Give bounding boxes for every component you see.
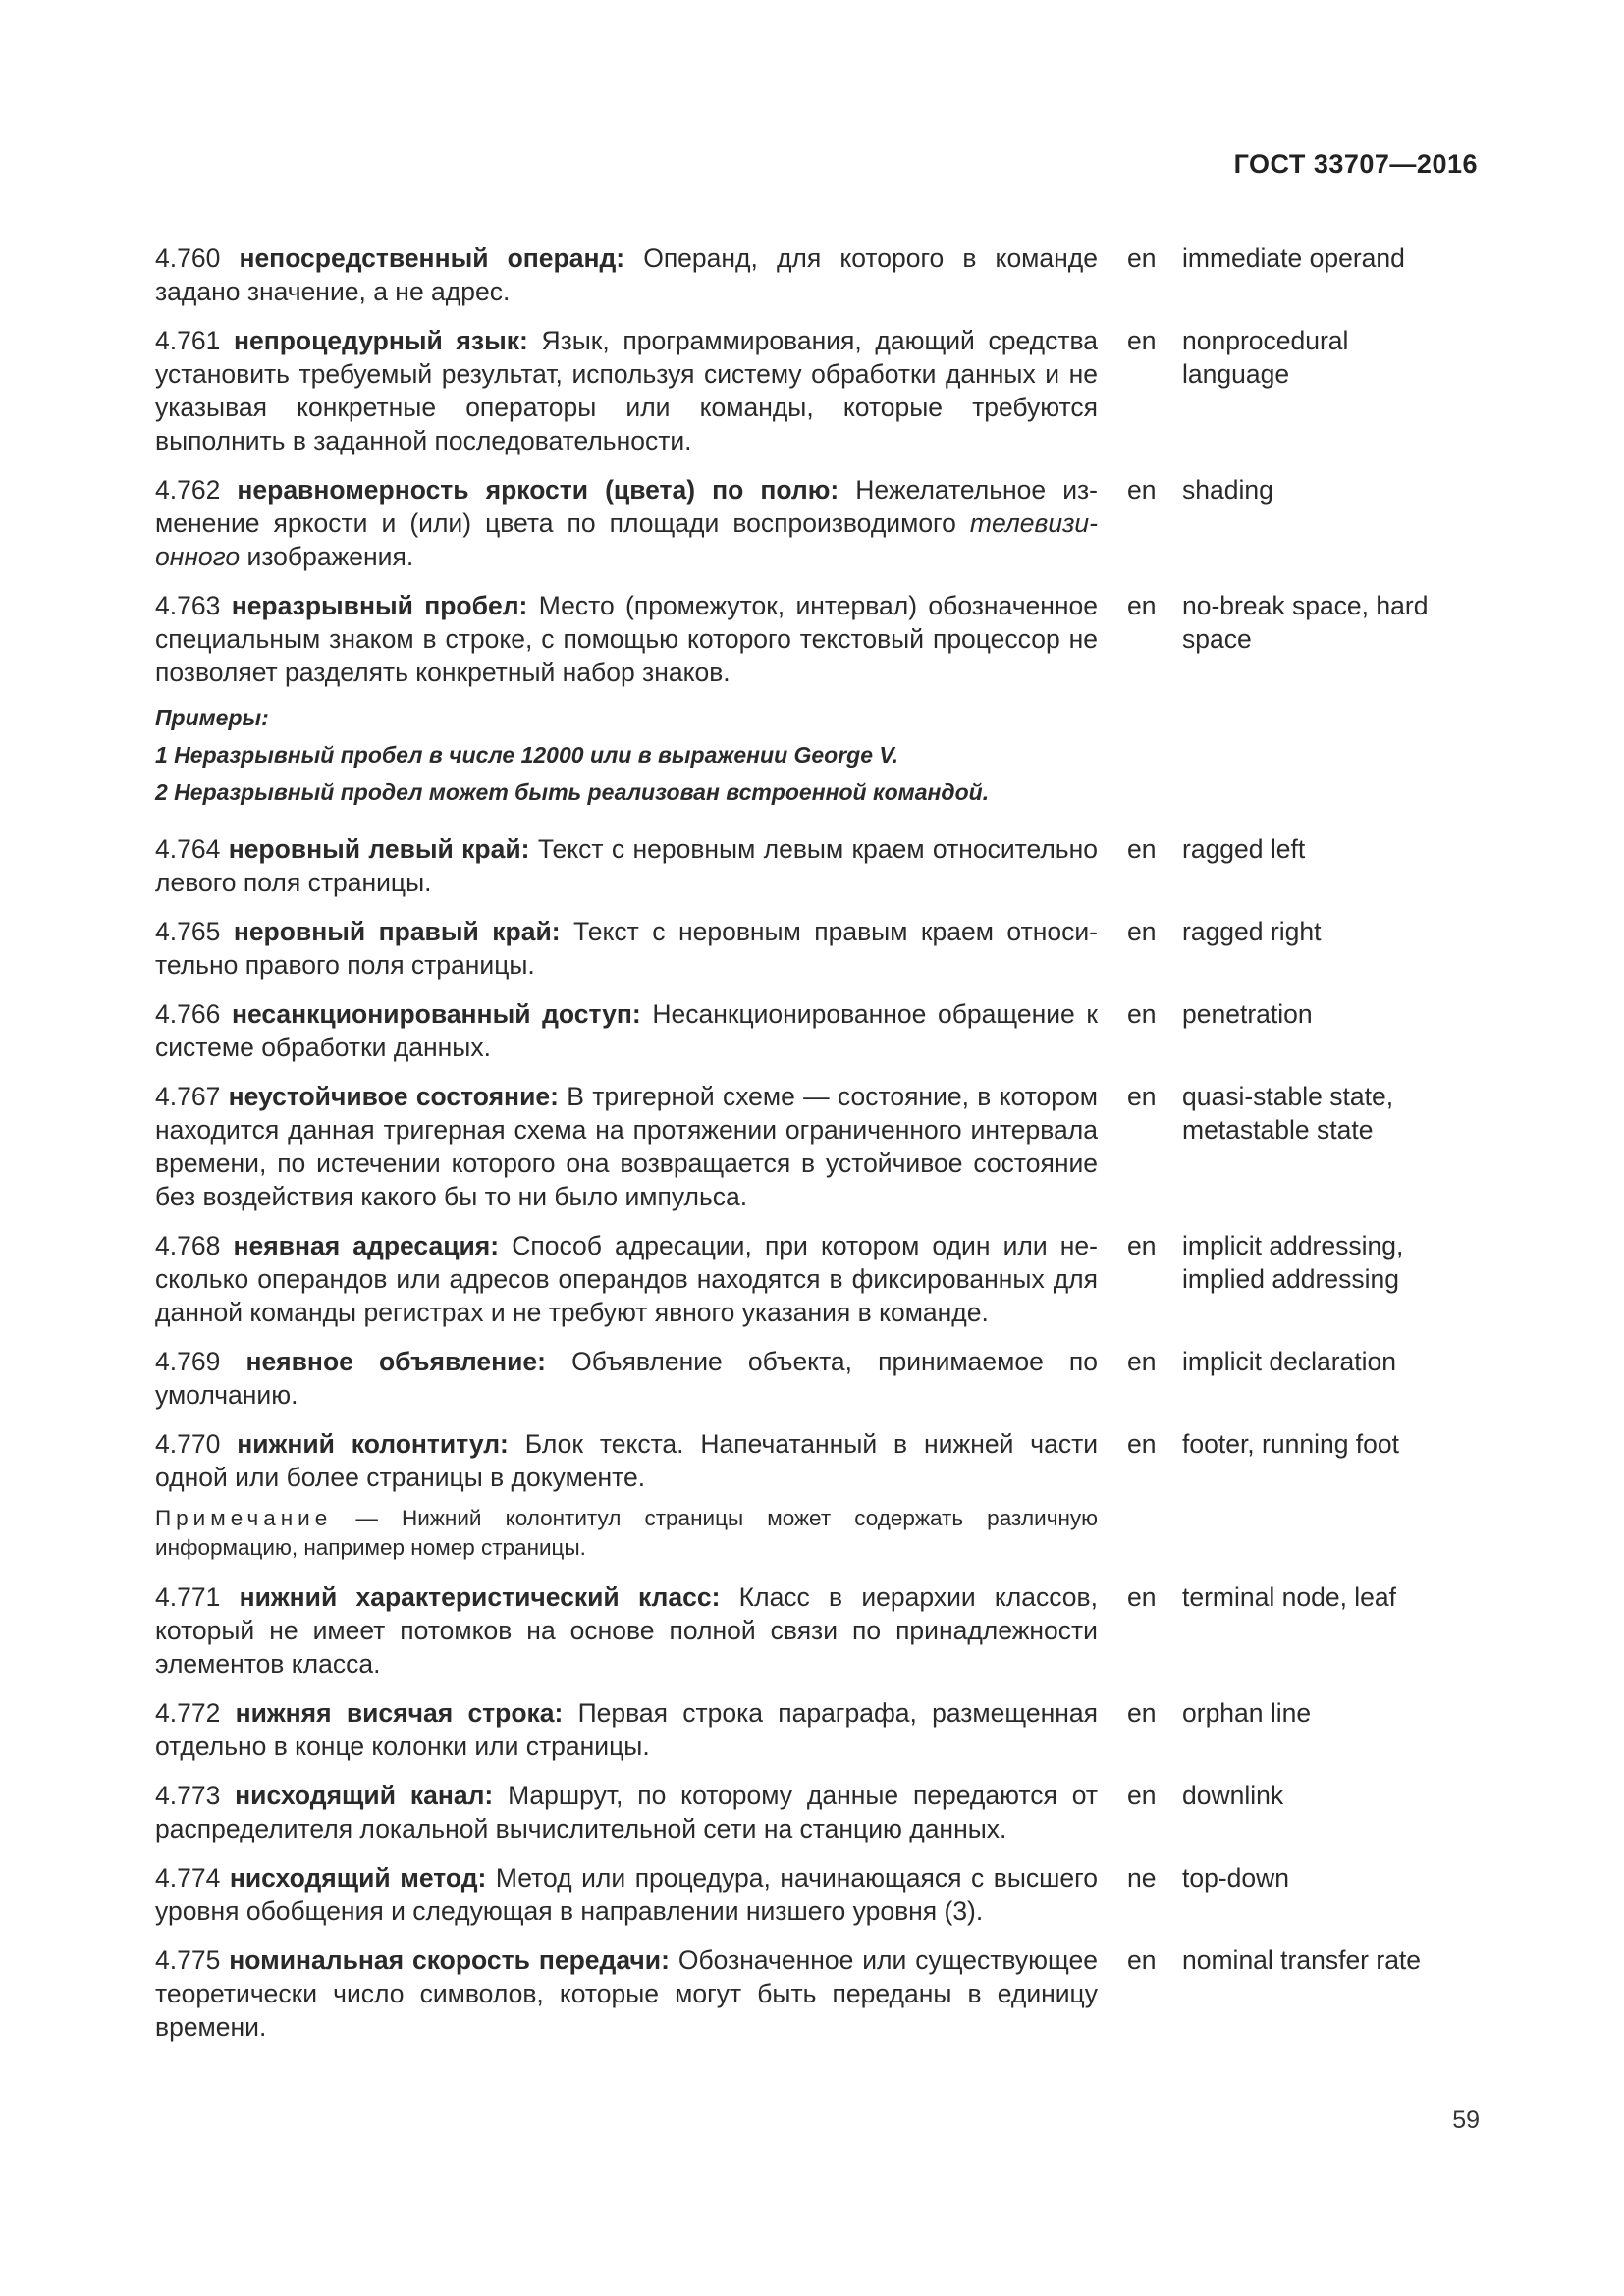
english-equivalent: downlink: [1182, 1781, 1284, 1810]
term-definition: [155, 997, 1098, 1064]
english-equivalent: shading: [1182, 475, 1273, 505]
term-number: 4.775: [155, 1946, 221, 1975]
term-name: непроцедурный язык:: [233, 326, 528, 355]
definition-text: Объявление объекта, принимаемое по умолчанию.: [155, 1347, 1099, 1410]
term-definition: [155, 589, 1098, 689]
definition-text: Первая строка параграфа, размещенная отдельно в конце колонки или страницы.: [155, 1698, 1098, 1761]
language-code: en: [1127, 475, 1157, 505]
term-definition: [155, 473, 1098, 573]
term-definition: [155, 1080, 1098, 1213]
term-definition: [155, 832, 1098, 899]
definition-text: Метод или процедура, начинающаяся с высшего уровня обобщения и следующая в направлении низшего уровня (3).: [155, 1863, 1098, 1926]
definition-tail: изображения.: [240, 542, 414, 571]
term-entry: [155, 1080, 1461, 1213]
language-code: ne: [1127, 1863, 1157, 1893]
english-equivalent: implicit addressing, implied addressing: [1182, 1231, 1404, 1294]
term-definition: [155, 1861, 1098, 1928]
term-number: 4.768: [155, 1231, 221, 1260]
definition-text: Блок текста. Напечатанный в нижней части одной или более страницы в документе.: [155, 1429, 1099, 1492]
term-entry: [155, 915, 1461, 982]
term-entry: [155, 1580, 1461, 1681]
language-code: en: [1127, 834, 1157, 864]
english-equivalent: ragged right: [1182, 917, 1322, 946]
language-code: en: [1127, 999, 1157, 1029]
term-name: неявная адресация:: [233, 1231, 500, 1260]
language-code: en: [1127, 243, 1157, 273]
term-name: непосредственный операнд:: [239, 243, 625, 273]
language-code: en: [1127, 1946, 1157, 1975]
term-definition: [155, 241, 1098, 308]
term-definition: [155, 1779, 1098, 1845]
english-equivalent: footer, running foot: [1182, 1429, 1399, 1459]
term-entry: [155, 997, 1461, 1064]
term-number: 4.772: [155, 1698, 221, 1728]
term-entry: [155, 324, 1461, 457]
term-entry: [155, 241, 1461, 308]
language-code: en: [1127, 326, 1157, 355]
term-name: неровный левый край:: [228, 834, 530, 864]
definition-text: Обозначенное или существующее теоретически число символов, которые могут быть переданы в единицу времени.: [155, 1946, 1098, 2042]
term-entry: [155, 589, 1461, 689]
language-code: en: [1127, 1781, 1157, 1810]
term-entry: [155, 1345, 1461, 1412]
term-number: 4.766: [155, 999, 221, 1029]
term-definition: [155, 1944, 1098, 2044]
example-item: 1 Неразрывный пробел в числе 12000 или в выражении George V.: [155, 742, 899, 768]
language-code: en: [1127, 1698, 1157, 1728]
language-code: en: [1127, 1231, 1157, 1260]
definition-text: Класс в иерархии классов, который не имеет потомков на основе полной связи по принадлежности элементов класса.: [155, 1582, 1098, 1679]
language-code: en: [1127, 1082, 1157, 1111]
term-number: 4.765: [155, 917, 221, 946]
example-item: 2 Неразрывный продел может быть реализован встроенной командой.: [155, 779, 990, 805]
english-equivalent: orphan line: [1182, 1698, 1312, 1728]
note-label: Примечание: [155, 1506, 333, 1530]
term-number: 4.762: [155, 475, 221, 505]
language-code: en: [1127, 591, 1157, 620]
term-entry: [155, 1779, 1461, 1845]
definition-text: Операнд, для которого в команде задано значение, а не адрес.: [155, 243, 1098, 306]
term-number: 4.767: [155, 1082, 221, 1111]
note-block: [155, 1504, 1098, 1563]
definition-text: Нежелательное изменение яркости и (или) цвета по площади воспроизводимого: [155, 475, 1098, 538]
language-code: en: [1127, 1582, 1157, 1612]
note-text: — Нижний колонтитул страницы может содержать различную информацию, например номер страницы.: [155, 1506, 1098, 1560]
definition-text: Несанкционированное обращение к системе обработки данных.: [155, 999, 1098, 1062]
definition-text: Текст с неровным левым краем относительно левого поля страницы.: [155, 834, 1098, 897]
definition-text: Место (промежуток, интервал) обозначенное специальным знаком в строке, с помощью которого текстовый процессор не позволяет разделять конкретный набор знаков.: [155, 591, 1098, 687]
english-equivalent: no-break space, hard space: [1182, 591, 1429, 654]
term-name: неравномерность яркости (цвета) по полю:: [237, 475, 839, 505]
english-equivalent: top-down: [1182, 1863, 1290, 1893]
english-equivalent: quasi-stable state, metastable state: [1182, 1082, 1394, 1145]
term-entry: [155, 1229, 1461, 1329]
term-name: номинальная скорость передачи:: [229, 1946, 670, 1975]
term-entry: [155, 1944, 1461, 2044]
term-entry: [155, 1861, 1461, 1928]
definition-text: Язык, программирования, дающий средства установить требуемый результат, используя систему обработки данных и не указывая конкретные операторы или команды, которые требуются выполнить в заданной последовательности.: [155, 326, 1099, 455]
term-number: 4.760: [155, 243, 221, 273]
term-name: несанкционированный доступ:: [231, 999, 641, 1029]
term-name: неявное объявление:: [245, 1347, 546, 1376]
term-entry: [155, 832, 1461, 899]
term-number: 4.764: [155, 834, 221, 864]
english-equivalent: penetration: [1182, 999, 1313, 1029]
term-name: неустойчивое состояние:: [228, 1082, 559, 1111]
term-definition: [155, 1345, 1098, 1412]
term-definition: [155, 1696, 1098, 1763]
term-entry: [155, 1696, 1461, 1763]
term-number: 4.770: [155, 1429, 221, 1459]
page-number: 59: [1452, 2107, 1480, 2134]
definition-text: В тригерной схеме — состояние, в котором находится данная тригерная схема на протяжении ограниченного интервала времени, по истечении которого она возвращается в устойчивое состояние без воздействия какого бы то ни было импульса.: [155, 1082, 1098, 1211]
term-name: неразрывный пробел:: [231, 591, 528, 620]
term-name: нижний характеристический класс:: [239, 1582, 721, 1612]
definition-text: Маршрут, по которому данные передаются от распределителя локальной вычислительной сети на станцию данных.: [155, 1781, 1098, 1843]
language-code: en: [1127, 917, 1157, 946]
term-number: 4.769: [155, 1347, 221, 1376]
term-definition: [155, 915, 1098, 982]
examples-block: [155, 699, 1098, 811]
term-entry: [155, 473, 1461, 573]
term-definition: [155, 1229, 1098, 1329]
examples-heading: Примеры:: [155, 705, 269, 730]
term-number: 4.771: [155, 1582, 221, 1612]
term-name: нижний колонтитул:: [237, 1429, 509, 1459]
term-name: неровный правый край:: [233, 917, 561, 946]
term-name: нисходящий канал:: [235, 1781, 494, 1810]
term-definition: [155, 1427, 1098, 1494]
english-equivalent: nominal transfer rate: [1182, 1946, 1422, 1975]
english-equivalent: nonprocedural language: [1182, 326, 1349, 389]
term-number: 4.773: [155, 1781, 221, 1810]
term-entry: [155, 1427, 1461, 1494]
definition-text: Текст с неровным правым краем относительно правого поля страницы.: [155, 917, 1098, 980]
term-name: нижняя висячая строка:: [235, 1698, 564, 1728]
language-code: en: [1127, 1429, 1157, 1459]
language-code: en: [1127, 1347, 1157, 1376]
term-number: 4.774: [155, 1863, 221, 1893]
english-equivalent: immediate operand: [1182, 243, 1405, 273]
term-definition: [155, 324, 1098, 457]
english-equivalent: implicit declaration: [1182, 1347, 1396, 1376]
definition-text: Способ адресации, при котором один или несколько операндов или адресов операндов находятся в фиксированных для данной команды регистрах и не требуют явного указания в команде.: [155, 1231, 1098, 1327]
term-definition: [155, 1580, 1098, 1681]
english-equivalent: ragged left: [1182, 834, 1306, 864]
term-name: нисходящий метод:: [229, 1863, 487, 1893]
document-code: ГОСТ 33707—2016: [1233, 149, 1478, 179]
term-number: 4.761: [155, 326, 221, 355]
definition-italic: телевизионного: [155, 508, 1098, 571]
terms-list: [155, 241, 1461, 2059]
english-equivalent: terminal node, leaf: [1182, 1582, 1397, 1612]
term-number: 4.763: [155, 591, 221, 620]
